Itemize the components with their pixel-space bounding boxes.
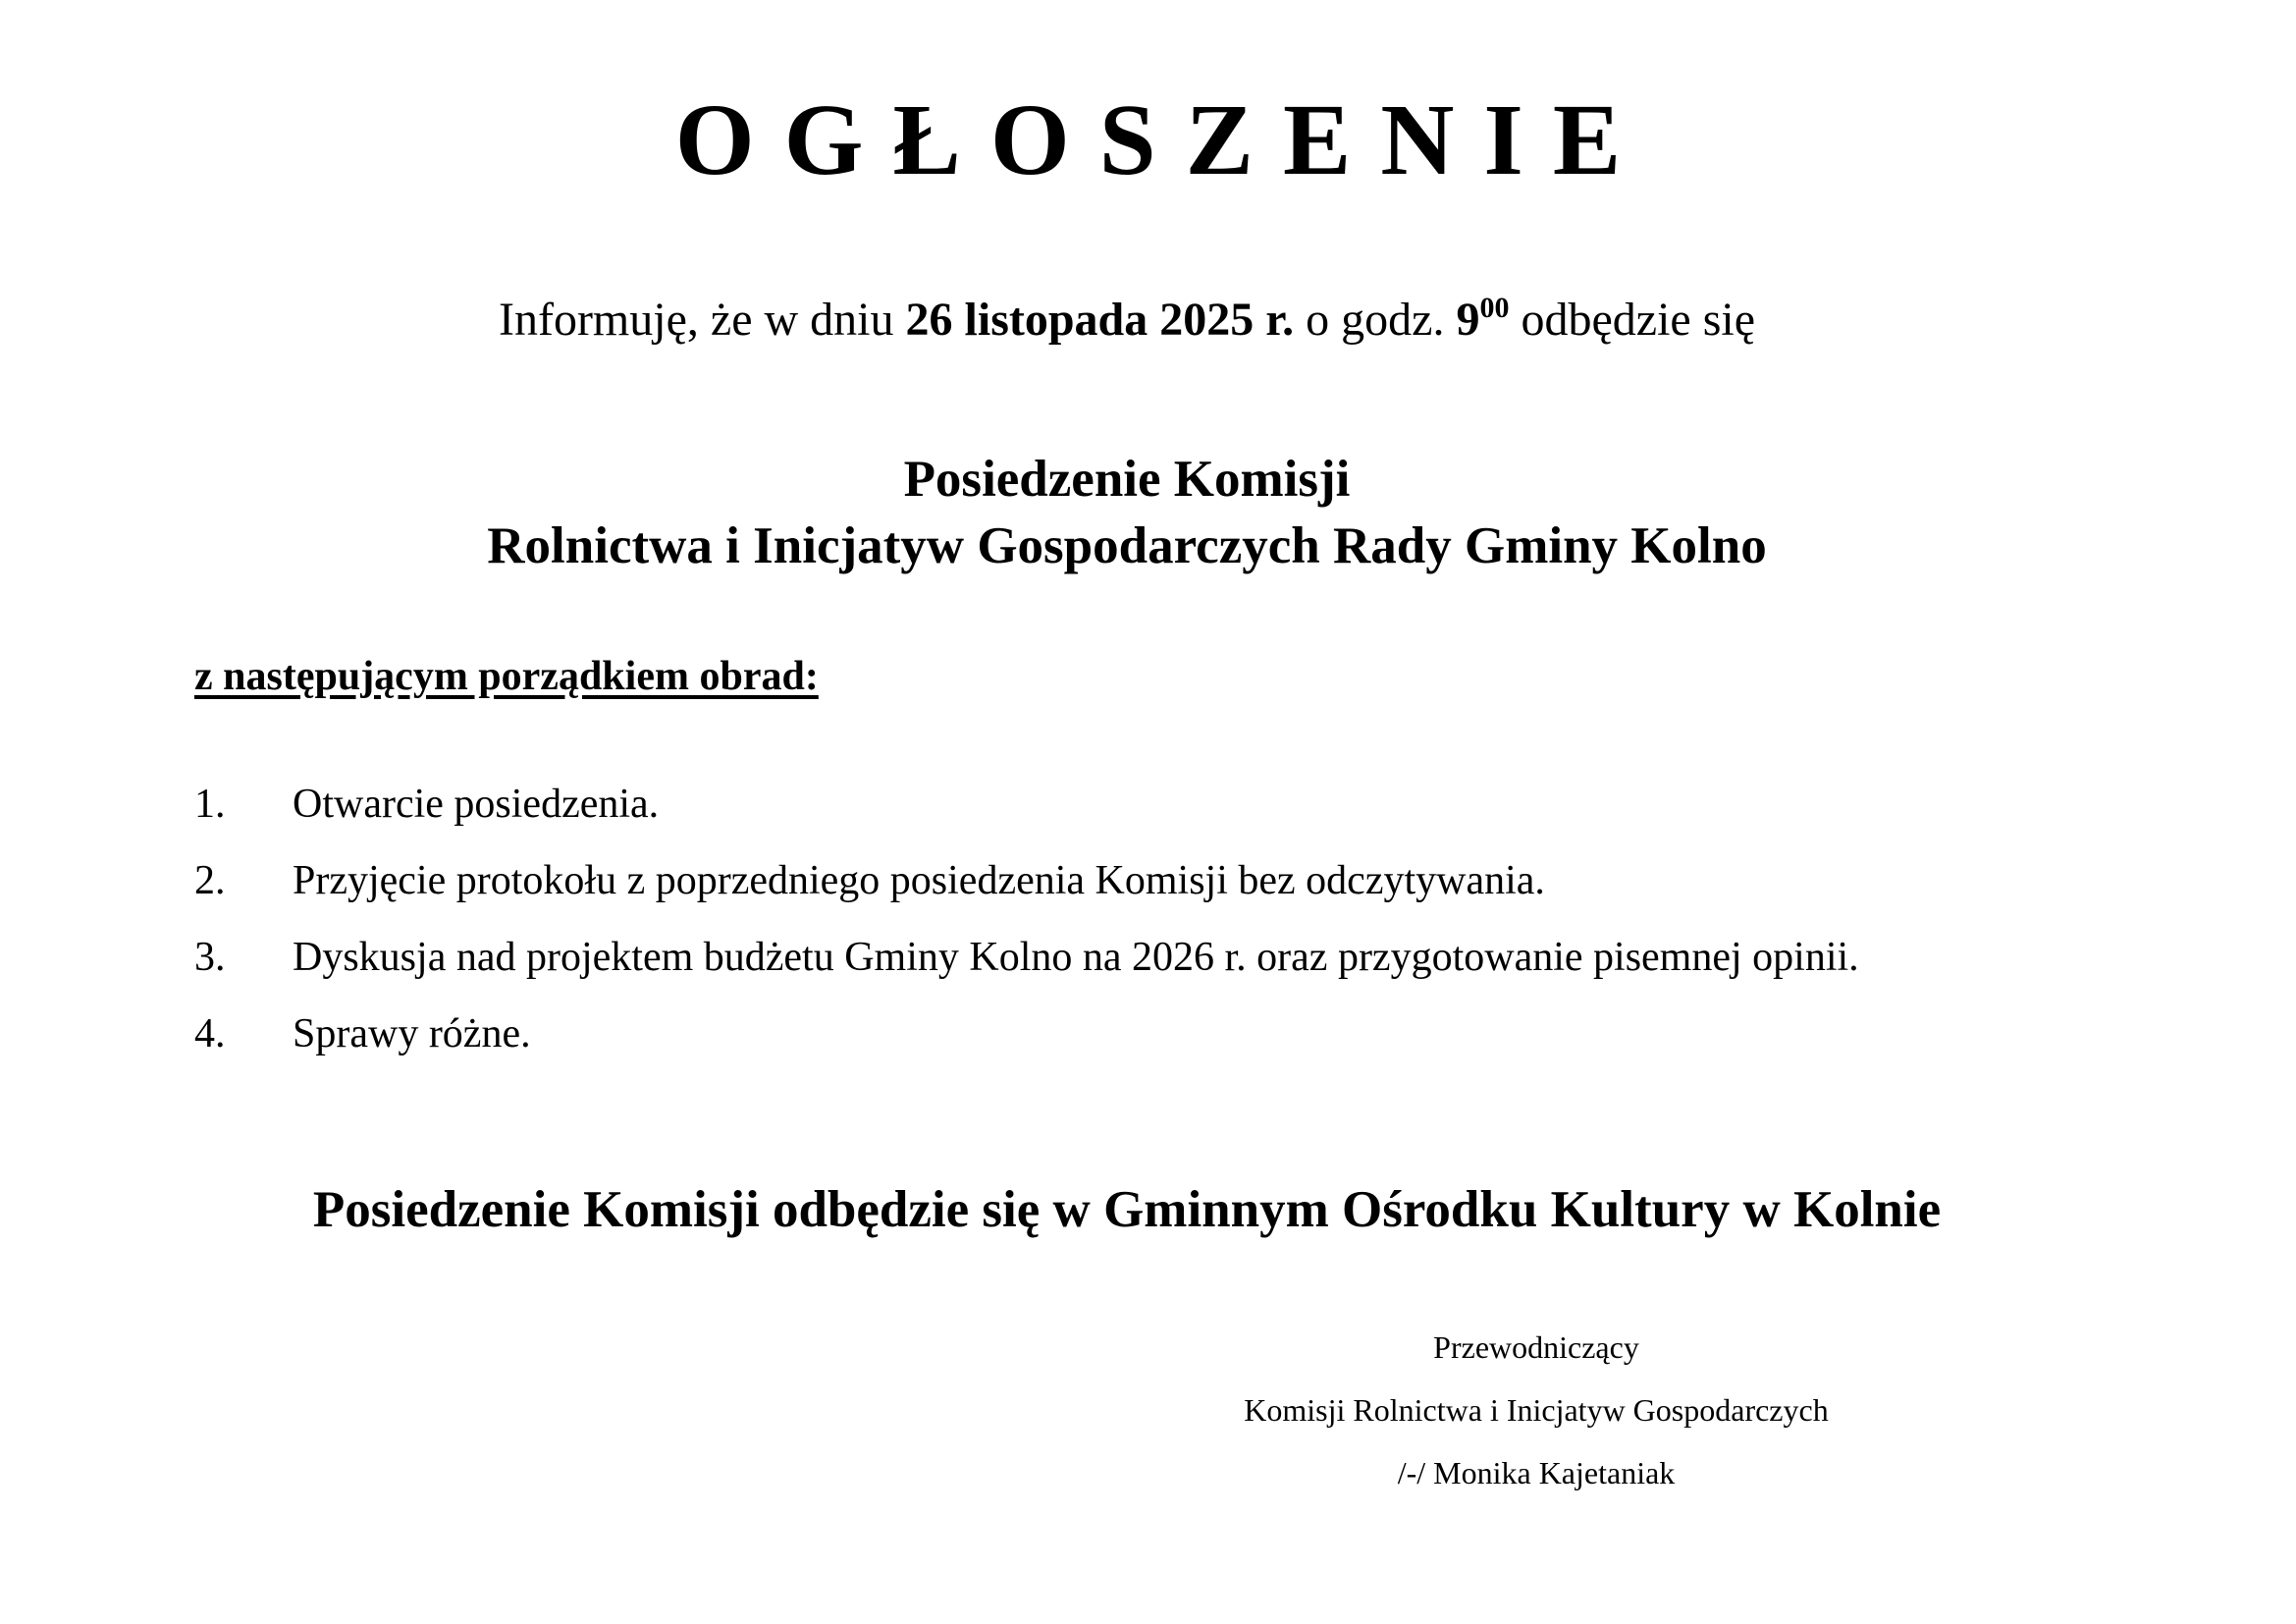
meeting-hour: 9 xyxy=(1456,294,1480,346)
agenda-item xyxy=(194,778,1859,854)
agenda-item-text: Przyjęcie protokołu z poprzedniego posiedzenia Komisji bez odczytywania. xyxy=(293,858,1545,903)
agenda-item-number: 2. xyxy=(194,858,226,903)
signature-name: /-/ Monika Kajetaniak xyxy=(1397,1455,1676,1490)
agenda-item-text: Dyskusja nad projektem budżetu Gminy Kolno na 2026 r. oraz przygotowanie pisemnej opinii. xyxy=(293,935,1859,980)
intro-text-time: o godz. xyxy=(1294,294,1457,346)
signature-title: Przewodniczący xyxy=(1433,1329,1639,1365)
agenda-label: z następującym porządkiem obrad: xyxy=(194,654,819,699)
meeting-location: Posiedzenie Komisji odbędzie się w Gminnym Ośrodku Kultury w Kolnie xyxy=(312,1181,1942,1238)
meeting-minutes: 00 xyxy=(1479,292,1510,324)
signature-committee: Komisji Rolnictwa i Inicjatyw Gospodarczych xyxy=(1244,1392,1829,1428)
document-title: OGŁOSZENIE xyxy=(674,83,1651,196)
agenda-list xyxy=(194,778,1859,1084)
agenda-item-number: 3. xyxy=(194,935,226,980)
agenda-item-text: Otwarcie posiedzenia. xyxy=(293,782,660,827)
agenda-item xyxy=(194,854,1859,931)
agenda-item-number: 4. xyxy=(194,1011,226,1056)
intro-text-end: odbędzie się xyxy=(1509,294,1756,346)
agenda-item xyxy=(194,931,1859,1007)
intro-sentence xyxy=(0,291,2254,350)
agenda-item-number: 1. xyxy=(194,782,226,827)
meeting-heading-line2: Rolnictwa i Inicjatyw Gospodarczych Rady Gminy Kolno xyxy=(487,517,1767,574)
agenda-item xyxy=(194,1007,1859,1084)
meeting-date: 26 listopada 2025 r. xyxy=(905,294,1295,346)
agenda-item-text: Sprawy różne. xyxy=(293,1011,531,1056)
meeting-heading-line1: Posiedzenie Komisji xyxy=(903,451,1351,508)
intro-text-start: Informuję, że w dniu xyxy=(498,294,906,346)
